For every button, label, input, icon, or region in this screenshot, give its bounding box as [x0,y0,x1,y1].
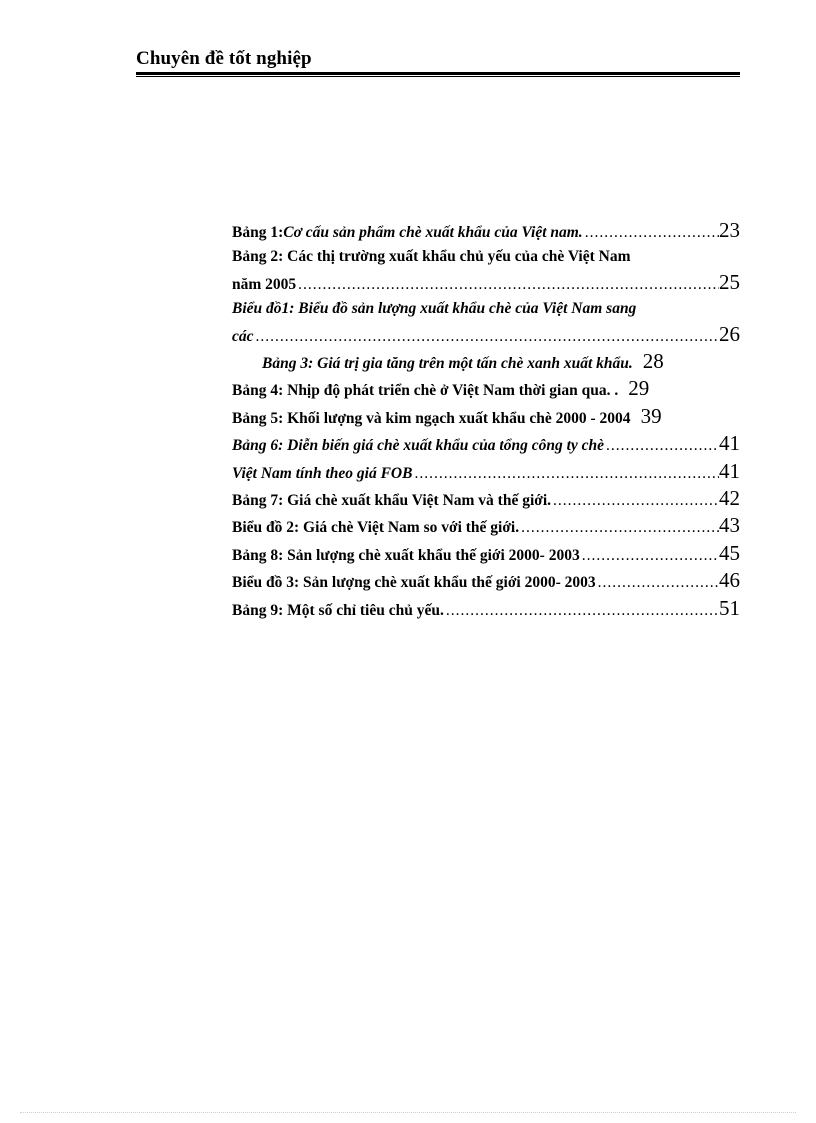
toc-leader-dots [551,489,719,513]
toc-entry-bieu-do-2[interactable] [232,513,740,540]
toc-leader-dots [583,221,719,245]
toc-page-number: 46 [719,568,740,593]
toc-page-number: 42 [719,486,740,511]
toc-entry-label: Bảng 1:Cơ cấu sản phẩm chè xuất khẩu của Việt nam. [232,224,583,241]
toc-leader-dots [519,516,719,540]
toc-leader-dots [254,325,719,349]
toc-entry-continuation [232,322,740,349]
toc-entry-bieu-do-1[interactable] [232,297,740,349]
toc-entry-label: Việt Nam tính theo giá FOB [232,464,413,482]
table-of-figures [232,218,740,623]
toc-entry-label: Bảng 5: Khối lượng và kim ngạch xuất khẩu chè 2000 - 2004 [232,409,631,427]
header-rule [136,72,740,77]
toc-entry-bang-1[interactable] [232,218,740,245]
toc-entry-label: Bảng 8: Sản lượng chè xuất khẩu thế giới 2000- 2003 [232,546,580,564]
toc-leader-dots [596,571,719,595]
toc-entry-continuation [232,270,740,297]
toc-page-number: 25 [719,269,740,294]
toc-entry-bang-4[interactable] [232,376,740,403]
toc-entry-bang-2[interactable] [232,245,740,297]
toc-page-number: 39 [640,403,662,428]
page-bottom-dotted-rule [20,1112,796,1113]
toc-leader-dots [444,599,719,623]
toc-entry-label: Biểu đồ 3: Sản lượng chè xuất khẩu thế giới 2000- 2003 [232,574,596,592]
toc-page-number: 29 [628,376,650,401]
toc-entry-label: Bảng 6: Diễn biến giá chè xuất khẩu của tổng công ty chè [232,437,605,455]
toc-page-number: 28 [642,349,664,374]
toc-entry-bang-3[interactable] [232,349,740,376]
toc-entry-label: Bảng 3: Giá trị gia tăng trên một tấn chè xanh xuất khẩu. [262,355,633,373]
toc-leader-dots [604,434,719,458]
toc-page-number: 26 [719,321,740,346]
toc-entry-bang-7[interactable] [232,486,740,513]
toc-entry-first-line: Biểu đồ1: Biểu đồ sản lượng xuất khẩu chè của Việt Nam sang [232,300,637,318]
toc-entry-first-line: Bảng 2: Các thị trường xuất khẩu chủ yếu của chè Việt Nam [232,248,631,266]
page-header-title: Chuyên đề tốt nghiệp [136,48,312,69]
toc-page-number: 41 [719,458,740,483]
toc-leader-dots [296,273,719,297]
toc-leader-dots [412,462,719,486]
toc-entry-label: Biểu đồ 2: Giá chè Việt Nam so với thế giới. [232,519,520,537]
toc-entry-label: các [232,327,254,345]
toc-page-number: 51 [719,595,740,620]
toc-entry-bang-6[interactable] [232,431,740,458]
toc-entry-label: Bảng 7: Giá chè xuất khẩu Việt Nam và thế giới. [232,492,552,510]
toc-page-number: 23 [719,218,740,242]
toc-leader-dots [580,544,719,568]
toc-entry-label: năm 2005 [232,275,297,293]
toc-entry-label: Bảng 9: Một số chỉ tiêu chủ yếu. [232,601,444,619]
toc-entry-bang-5[interactable] [232,404,740,431]
toc-entry-bang-8[interactable] [232,541,740,568]
toc-page-number: 45 [719,540,740,565]
toc-page-number: 43 [719,513,740,538]
toc-page-number: 41 [719,431,740,456]
toc-entry-bieu-do-3[interactable] [232,568,740,595]
toc-entry-bang-6-continued[interactable] [232,459,740,486]
toc-entry-label: Bảng 4: Nhịp độ phát triển chè ở Việt Nam thời gian qua. . [232,382,619,400]
toc-entry-bang-9[interactable] [232,596,740,623]
